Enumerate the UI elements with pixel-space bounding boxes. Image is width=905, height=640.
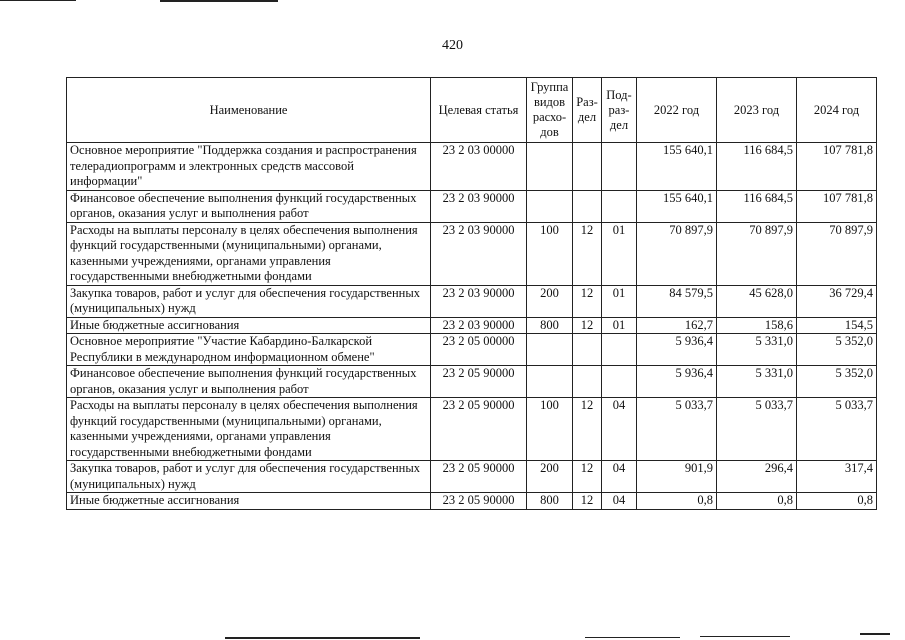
cell-2024: 317,4: [797, 461, 877, 493]
header-2024: 2024 год: [797, 78, 877, 143]
cell-target: 23 2 03 90000: [431, 190, 527, 222]
cell-2024: 0,8: [797, 493, 877, 510]
scan-artifact-line: [585, 637, 680, 638]
header-target: Целевая статья: [431, 78, 527, 143]
table-row: [67, 461, 877, 493]
cell-target: 23 2 03 90000: [431, 222, 527, 285]
header-group: Группа видов расхо- дов: [527, 78, 573, 143]
table-row: [67, 366, 877, 398]
cell-target: 23 2 05 90000: [431, 493, 527, 510]
cell-name: Основное мероприятие "Участие Кабардино-Балкарской Республики в международном информационном обмене": [67, 334, 431, 366]
cell-2024: 36 729,4: [797, 285, 877, 317]
cell-2024: 5 352,0: [797, 366, 877, 398]
scan-artifact-line: [0, 0, 76, 1]
scan-artifact-line: [700, 636, 790, 637]
cell-section: 12: [573, 317, 602, 334]
cell-target: 23 2 05 90000: [431, 461, 527, 493]
cell-2023: 5 331,0: [717, 366, 797, 398]
cell-2022: 0,8: [637, 493, 717, 510]
header-name: Наименование: [67, 78, 431, 143]
cell-target: 23 2 05 90000: [431, 366, 527, 398]
cell-2024: 5 033,7: [797, 398, 877, 461]
cell-2023: 5 033,7: [717, 398, 797, 461]
cell-2023: 0,8: [717, 493, 797, 510]
cell-2024: 70 897,9: [797, 222, 877, 285]
cell-2023: 116 684,5: [717, 143, 797, 191]
cell-subsection: [602, 190, 637, 222]
cell-2024: 107 781,8: [797, 143, 877, 191]
cell-section: [573, 334, 602, 366]
cell-group: 200: [527, 285, 573, 317]
table-row: [67, 285, 877, 317]
cell-target: 23 2 05 90000: [431, 398, 527, 461]
cell-2023: 158,6: [717, 317, 797, 334]
cell-target: 23 2 05 00000: [431, 334, 527, 366]
cell-subsection: 04: [602, 493, 637, 510]
scan-artifact-line: [860, 633, 890, 635]
cell-section: 12: [573, 493, 602, 510]
header-2023: 2023 год: [717, 78, 797, 143]
cell-subsection: 01: [602, 285, 637, 317]
cell-section: [573, 366, 602, 398]
cell-subsection: 04: [602, 398, 637, 461]
cell-target: 23 2 03 00000: [431, 143, 527, 191]
cell-2022: 155 640,1: [637, 143, 717, 191]
cell-2024: 154,5: [797, 317, 877, 334]
cell-section: [573, 190, 602, 222]
cell-group: 100: [527, 398, 573, 461]
cell-section: 12: [573, 461, 602, 493]
budget-table: [66, 77, 877, 510]
cell-group: [527, 366, 573, 398]
table-row: [67, 190, 877, 222]
cell-target: 23 2 03 90000: [431, 317, 527, 334]
scan-artifact-line: [160, 0, 278, 2]
header-2022: 2022 год: [637, 78, 717, 143]
cell-2024: 5 352,0: [797, 334, 877, 366]
cell-2023: 5 331,0: [717, 334, 797, 366]
cell-2022: 84 579,5: [637, 285, 717, 317]
cell-name: Финансовое обеспечение выполнения функций государственных органов, оказания услуг и выполнения работ: [67, 366, 431, 398]
cell-2023: 45 628,0: [717, 285, 797, 317]
table-row: [67, 398, 877, 461]
cell-name: Основное мероприятие "Поддержка создания и распространения телерадиопрограмм и электронных средств массовой информации": [67, 143, 431, 191]
table-row: [67, 334, 877, 366]
cell-name: Закупка товаров, работ и услуг для обеспечения государственных (муниципальных) нужд: [67, 285, 431, 317]
cell-section: 12: [573, 285, 602, 317]
cell-subsection: [602, 143, 637, 191]
cell-name: Иные бюджетные ассигнования: [67, 493, 431, 510]
table-row: [67, 222, 877, 285]
table-row: [67, 143, 877, 191]
cell-group: 800: [527, 317, 573, 334]
table-body: [67, 143, 877, 510]
header-section: Раз- дел: [573, 78, 602, 143]
cell-2022: 162,7: [637, 317, 717, 334]
cell-subsection: [602, 366, 637, 398]
table-row: [67, 317, 877, 334]
cell-group: 200: [527, 461, 573, 493]
cell-section: 12: [573, 398, 602, 461]
cell-subsection: 01: [602, 222, 637, 285]
cell-target: 23 2 03 90000: [431, 285, 527, 317]
cell-2023: 116 684,5: [717, 190, 797, 222]
cell-2022: 5 936,4: [637, 334, 717, 366]
cell-2023: 296,4: [717, 461, 797, 493]
cell-2024: 107 781,8: [797, 190, 877, 222]
cell-name: Расходы на выплаты персоналу в целях обеспечения выполнения функций государственными (муниципальными) органами, казенными учреждениями, органами управления государственными внебюджетными фондами: [67, 222, 431, 285]
cell-subsection: 04: [602, 461, 637, 493]
cell-2022: 70 897,9: [637, 222, 717, 285]
cell-group: 100: [527, 222, 573, 285]
cell-group: [527, 334, 573, 366]
cell-group: 800: [527, 493, 573, 510]
cell-section: 12: [573, 222, 602, 285]
cell-2022: 901,9: [637, 461, 717, 493]
table-row: [67, 493, 877, 510]
cell-2023: 70 897,9: [717, 222, 797, 285]
cell-subsection: 01: [602, 317, 637, 334]
table-header-row: [67, 78, 877, 143]
cell-name: Закупка товаров, работ и услуг для обеспечения государственных (муниципальных) нужд: [67, 461, 431, 493]
cell-name: Финансовое обеспечение выполнения функций государственных органов, оказания услуг и выполнения работ: [67, 190, 431, 222]
cell-2022: 5 033,7: [637, 398, 717, 461]
page-number: 420: [442, 38, 463, 53]
cell-section: [573, 143, 602, 191]
cell-2022: 155 640,1: [637, 190, 717, 222]
header-subsection: Под- раз- дел: [602, 78, 637, 143]
cell-group: [527, 143, 573, 191]
cell-subsection: [602, 334, 637, 366]
cell-2022: 5 936,4: [637, 366, 717, 398]
cell-name: Иные бюджетные ассигнования: [67, 317, 431, 334]
cell-name: Расходы на выплаты персоналу в целях обеспечения выполнения функций государственными (муниципальными) органами, казенными учреждениями, органами управления государственными внебюджетными фондами: [67, 398, 431, 461]
cell-group: [527, 190, 573, 222]
scan-artifact-line: [225, 637, 420, 639]
